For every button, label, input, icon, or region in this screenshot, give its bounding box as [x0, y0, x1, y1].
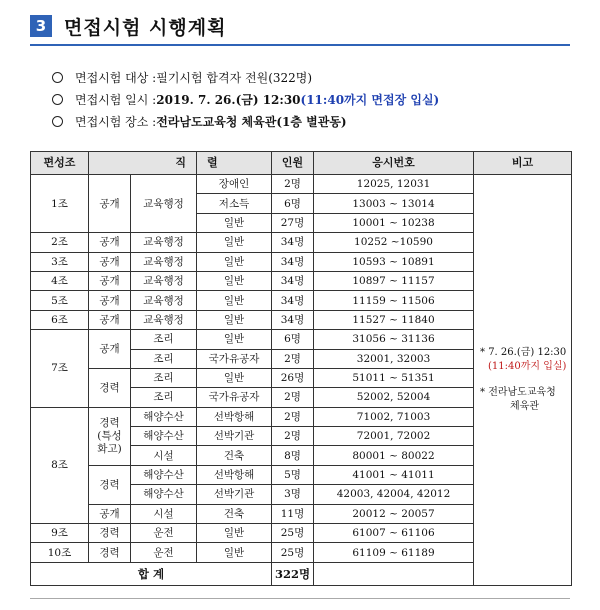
count-cell: 25명: [272, 543, 314, 562]
numbers-cell: 61109 ~ 61189: [314, 543, 474, 562]
group-cell: 2조: [31, 233, 89, 252]
info-target: [52, 66, 439, 88]
group-cell: 6조: [31, 310, 89, 329]
header-note: 비고: [474, 152, 572, 175]
numbers-cell: 71002, 71003: [314, 407, 474, 426]
job-cell: 교육행정: [131, 291, 197, 310]
header-numbers: 응시번호: [314, 152, 474, 175]
bullet-circle-icon: [52, 72, 63, 83]
job-cell: 교육행정: [131, 175, 197, 233]
group-cell: 9조: [31, 524, 89, 543]
total-blank: [314, 562, 474, 585]
count-cell: 34명: [272, 252, 314, 271]
category-cell: 일반: [197, 233, 272, 252]
category-cell: 국가유공자: [197, 388, 272, 407]
numbers-cell: 20012 ~ 20057: [314, 504, 474, 523]
note-line: * 전라남도교육청: [480, 386, 556, 398]
job-cell: 교육행정: [131, 252, 197, 271]
count-cell: 34명: [272, 310, 314, 329]
numbers-cell: 51011 ~ 51351: [314, 368, 474, 387]
category-cell: 일반: [197, 368, 272, 387]
job-cell: 조리: [131, 368, 197, 387]
numbers-cell: 11527 ~ 11840: [314, 310, 474, 329]
info-datetime: [52, 88, 439, 110]
header-job-1: 직: [89, 152, 197, 175]
count-cell: 27명: [272, 213, 314, 232]
header-count: 인원: [272, 152, 314, 175]
category-cell: 장애인: [197, 175, 272, 194]
exam-type-cell: 경력: [89, 543, 131, 562]
numbers-cell: 10252 ~10590: [314, 233, 474, 252]
count-cell: 2명: [272, 388, 314, 407]
note-cell: [474, 175, 572, 586]
numbers-cell: 10897 ~ 11157: [314, 271, 474, 290]
header-group: 편성조: [31, 152, 89, 175]
job-cell: 해양수산: [131, 407, 197, 426]
category-cell: 일반: [197, 543, 272, 562]
exam-type-cell: 경력: [89, 368, 131, 407]
count-cell: 2명: [272, 407, 314, 426]
numbers-cell: 11159 ~ 11506: [314, 291, 474, 310]
count-cell: 34명: [272, 291, 314, 310]
category-cell: 일반: [197, 291, 272, 310]
job-cell: 운전: [131, 524, 197, 543]
numbers-cell: 10593 ~ 10891: [314, 252, 474, 271]
bullet-circle-icon: [52, 94, 63, 105]
count-cell: 34명: [272, 271, 314, 290]
numbers-cell: 12025, 12031: [314, 175, 474, 194]
section-number: 3: [30, 15, 52, 37]
info-list: [52, 66, 439, 132]
category-cell: 일반: [197, 330, 272, 349]
exam-type-cell: 공개: [89, 310, 131, 329]
category-cell: 선박항해: [197, 465, 272, 484]
section-heading: [30, 12, 226, 40]
job-cell: 시설: [131, 446, 197, 465]
job-cell: 조리: [131, 349, 197, 368]
table-header-row: [31, 152, 572, 175]
group-cell: 10조: [31, 543, 89, 562]
numbers-cell: 10001 ~ 10238: [314, 213, 474, 232]
exam-type-cell: 공개: [89, 271, 131, 290]
job-cell: 교육행정: [131, 310, 197, 329]
page-footer-line: [30, 598, 570, 599]
exam-type-cell: 공개: [89, 252, 131, 271]
job-cell: 해양수산: [131, 485, 197, 504]
table-row: [31, 175, 572, 194]
note-line: 체육관: [510, 400, 539, 412]
info-label: 면접시험 대상 :: [75, 70, 157, 85]
info-place: [52, 110, 439, 132]
category-cell: 선박기관: [197, 427, 272, 446]
category-cell: 일반: [197, 213, 272, 232]
note-line-highlight: (11:40까지 입실): [488, 360, 567, 372]
exam-type-cell: 공개: [89, 291, 131, 310]
category-cell: 건축: [197, 446, 272, 465]
job-cell: 조리: [131, 388, 197, 407]
count-cell: 6명: [272, 330, 314, 349]
section-title: 면접시험 시행계획: [64, 16, 227, 39]
group-cell: 5조: [31, 291, 89, 310]
info-value: 필기시험 합격자 전원(322명): [156, 70, 313, 85]
exam-type-cell: 공개: [89, 175, 131, 233]
total-label: 합 계: [31, 562, 272, 585]
numbers-cell: 32001, 32003: [314, 349, 474, 368]
job-cell: 해양수산: [131, 427, 197, 446]
group-cell: 3조: [31, 252, 89, 271]
exam-type-cell: 경력: [89, 465, 131, 504]
info-highlight: (11:40까지 면접장 입실): [300, 92, 440, 107]
job-cell: 교육행정: [131, 271, 197, 290]
count-cell: 2명: [272, 427, 314, 446]
note-line: * 7. 26.(금) 12:30: [480, 346, 567, 358]
count-cell: 2명: [272, 175, 314, 194]
job-cell: 교육행정: [131, 233, 197, 252]
count-cell: 6명: [272, 194, 314, 213]
category-cell: 일반: [197, 252, 272, 271]
numbers-cell: 13003 ~ 13014: [314, 194, 474, 213]
heading-underline: [30, 44, 570, 46]
numbers-cell: 80001 ~ 80022: [314, 446, 474, 465]
header-job-2: 렬: [197, 152, 272, 175]
numbers-cell: 42003, 42004, 42012: [314, 485, 474, 504]
exam-type-cell: 공개: [89, 330, 131, 369]
category-cell: 일반: [197, 271, 272, 290]
group-cell: 8조: [31, 407, 89, 523]
count-cell: 8명: [272, 446, 314, 465]
job-cell: 해양수산: [131, 465, 197, 484]
schedule-table: [30, 151, 572, 586]
job-cell: 조리: [131, 330, 197, 349]
category-cell: 저소득: [197, 194, 272, 213]
info-value: 전라남도교육청 체육관(1층 별관동): [156, 114, 347, 129]
exam-type-cell: 경력: [89, 524, 131, 543]
count-cell: 34명: [272, 233, 314, 252]
exam-type-cell: 공개: [89, 233, 131, 252]
numbers-cell: 31056 ~ 31136: [314, 330, 474, 349]
count-cell: 3명: [272, 485, 314, 504]
count-cell: 2명: [272, 349, 314, 368]
group-cell: 1조: [31, 175, 89, 233]
category-cell: 일반: [197, 524, 272, 543]
category-cell: 선박항해: [197, 407, 272, 426]
group-cell: 7조: [31, 330, 89, 408]
numbers-cell: 52002, 52004: [314, 388, 474, 407]
count-cell: 25명: [272, 524, 314, 543]
job-cell: 시설: [131, 504, 197, 523]
count-cell: 26명: [272, 368, 314, 387]
category-cell: 국가유공자: [197, 349, 272, 368]
numbers-cell: 41001 ~ 41011: [314, 465, 474, 484]
exam-type-cell: 공개: [89, 504, 131, 523]
info-value: 2019. 7. 26.(금) 12:30: [156, 92, 301, 107]
numbers-cell: 72001, 72002: [314, 427, 474, 446]
info-label: 면접시험 장소 :: [75, 114, 157, 129]
category-cell: 건축: [197, 504, 272, 523]
group-cell: 4조: [31, 271, 89, 290]
category-cell: 일반: [197, 310, 272, 329]
category-cell: 선박기관: [197, 485, 272, 504]
count-cell: 11명: [272, 504, 314, 523]
count-cell: 5명: [272, 465, 314, 484]
info-label: 면접시험 일시 :: [75, 92, 157, 107]
total-count: 322명: [272, 562, 314, 585]
exam-type-cell: 경력 (특성 화고): [89, 407, 131, 465]
bullet-circle-icon: [52, 116, 63, 127]
numbers-cell: 61007 ~ 61106: [314, 524, 474, 543]
job-cell: 운전: [131, 543, 197, 562]
